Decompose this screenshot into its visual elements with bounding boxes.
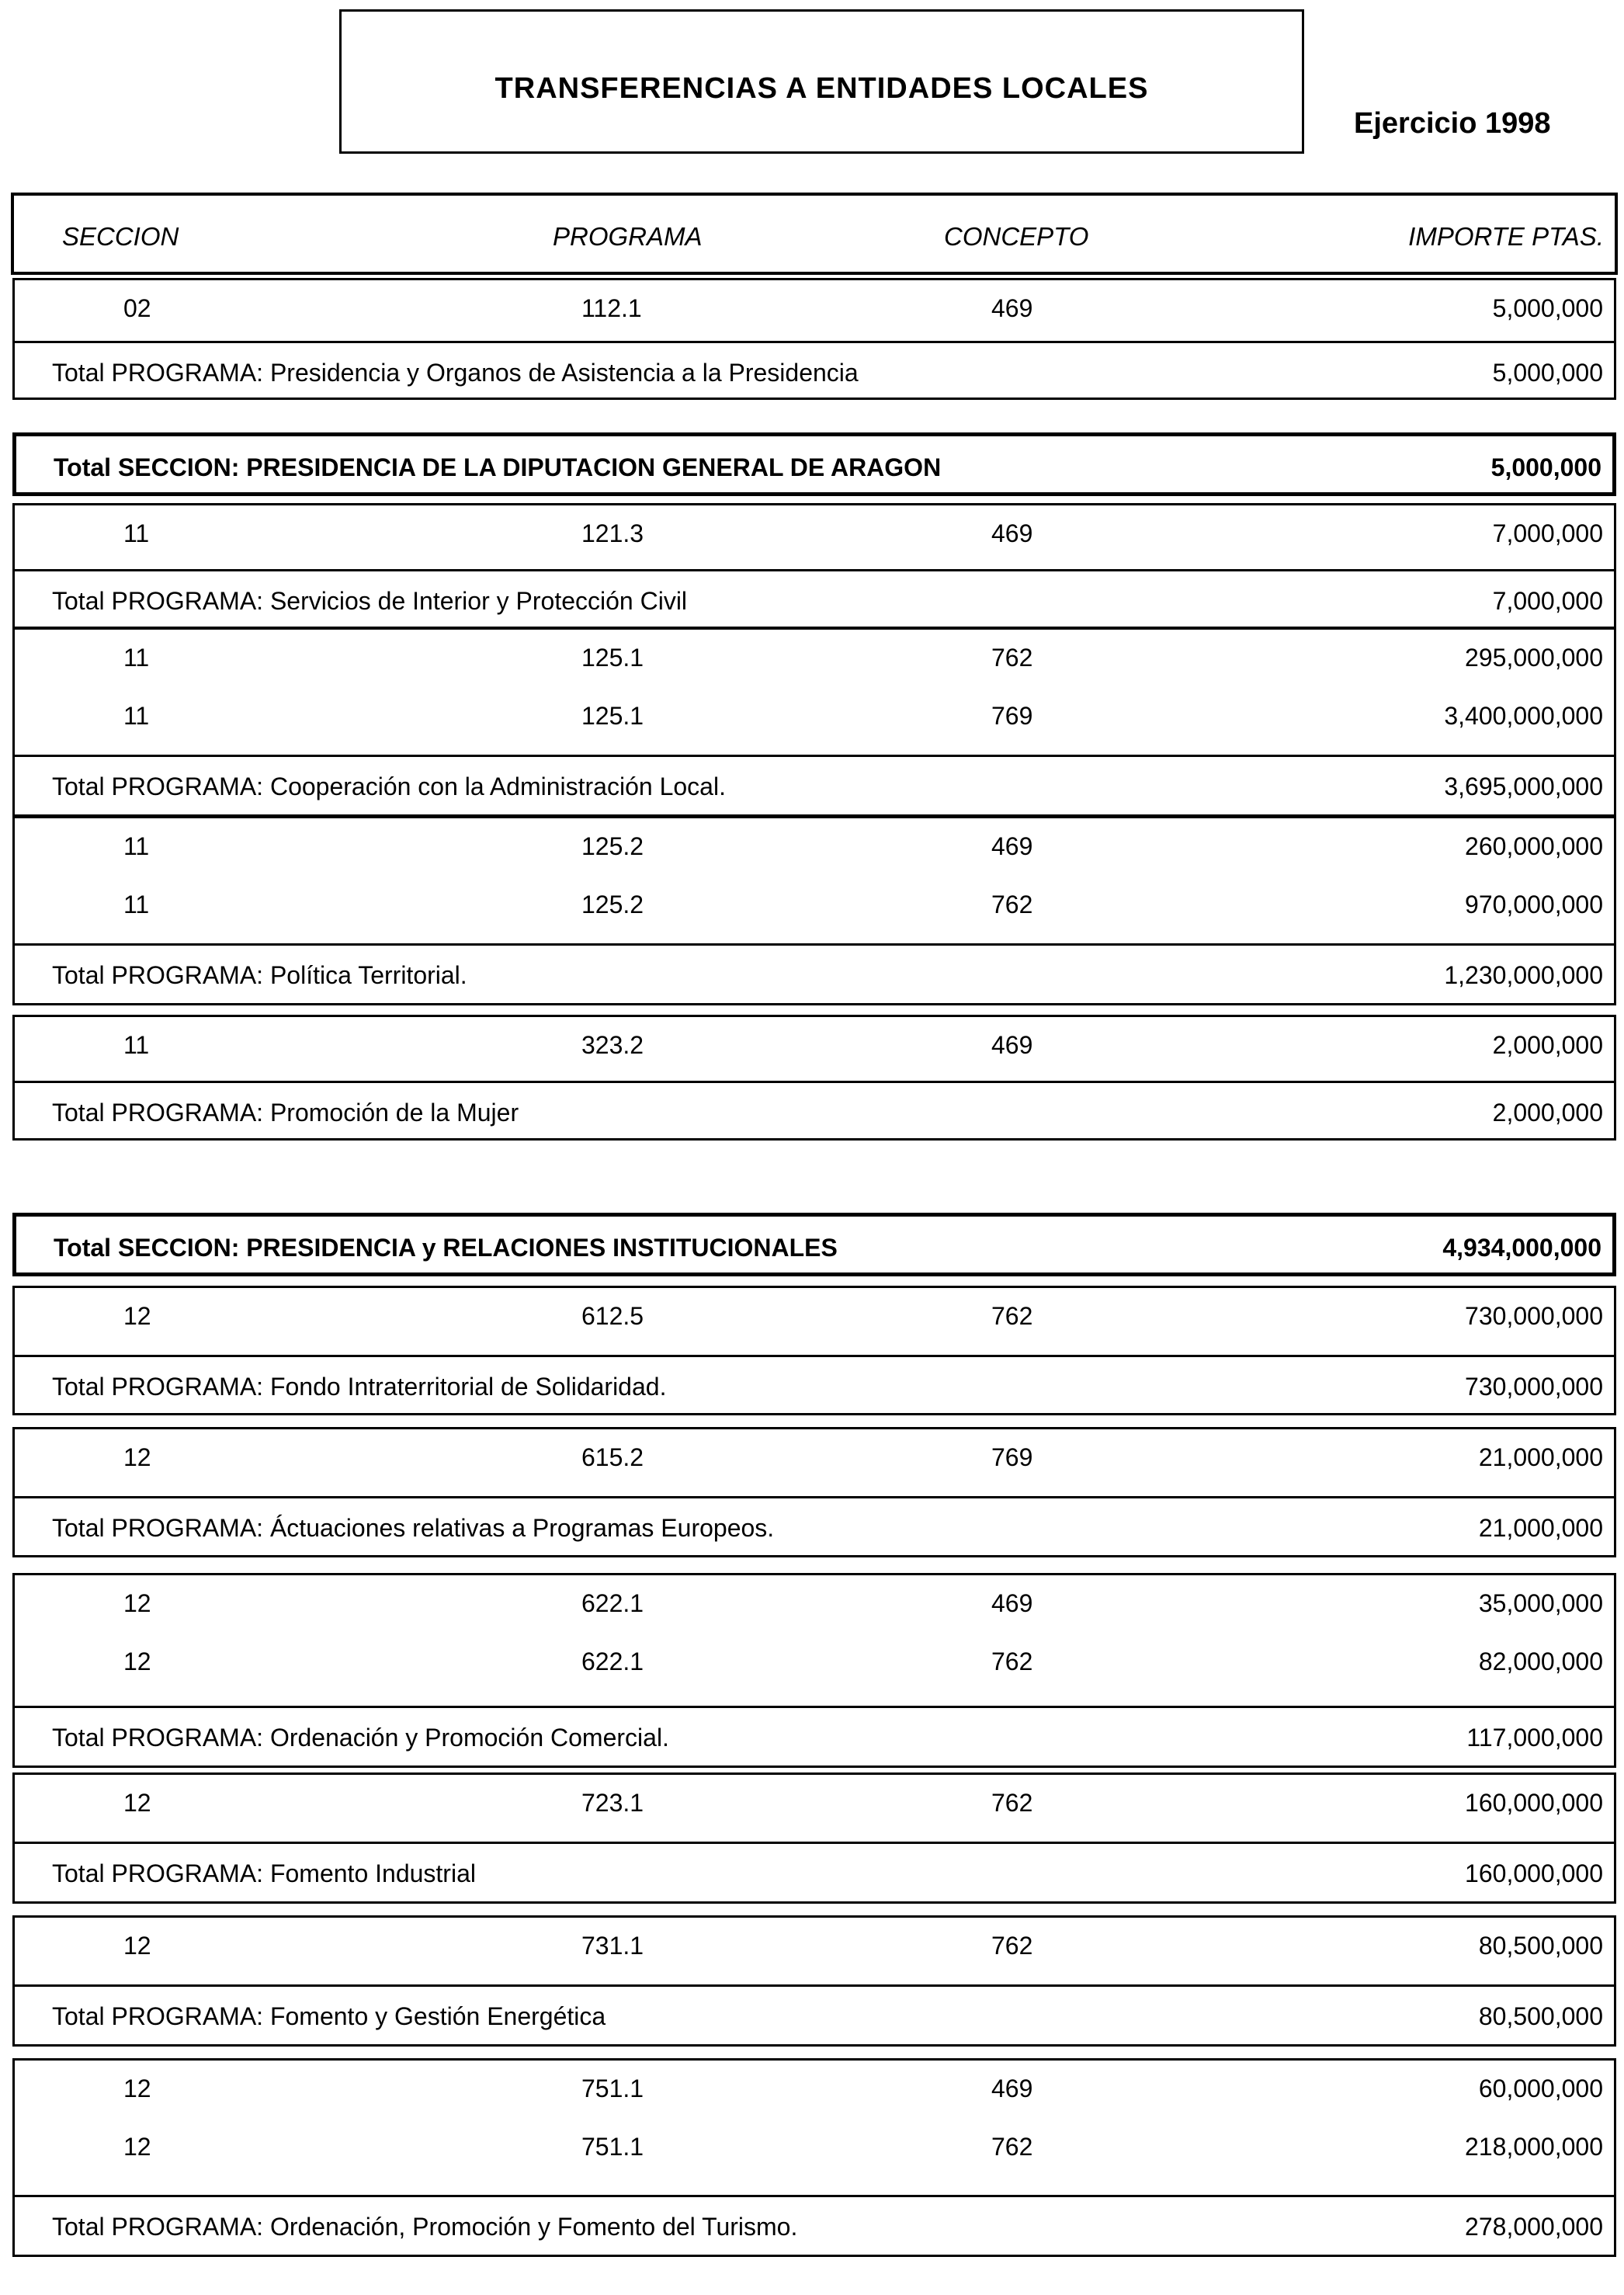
cell-seccion: 11 (123, 519, 150, 547)
cell-importe: 295,000,000 (1465, 644, 1603, 672)
table-row (15, 689, 1614, 743)
cell-concepto: 469 (991, 1031, 1033, 1059)
column-header-row (11, 193, 1618, 275)
cell-importe: 2,000,000 (1492, 1031, 1603, 1059)
program-total-row (15, 1984, 1614, 2046)
table-row (15, 506, 1614, 561)
table-row (15, 2061, 1614, 2116)
cell-concepto: 769 (991, 1443, 1033, 1471)
program-total-amount: 21,000,000 (1478, 1514, 1603, 1542)
program-total-amount: 117,000,000 (1466, 1724, 1603, 1752)
program-total-amount: 2,000,000 (1492, 1099, 1603, 1127)
program-total-label: Total PROGRAMA: Promoción de la Mujer (52, 1099, 519, 1127)
cell-programa: 622.1 (581, 1647, 644, 1675)
cell-programa: 112.1 (581, 294, 642, 322)
cell-seccion: 11 (123, 1031, 150, 1059)
program-total-row (15, 1842, 1614, 1903)
cell-importe: 21,000,000 (1478, 1443, 1603, 1471)
section-total-row (12, 432, 1616, 496)
fiscal-year: Ejercicio 1998 (1354, 107, 1551, 140)
table-row (15, 1576, 1614, 1630)
program-total-label: Total PROGRAMA: Fomento Industrial (52, 1859, 476, 1887)
cell-programa: 731.1 (581, 1932, 644, 1960)
cell-importe: 7,000,000 (1492, 519, 1603, 547)
cell-programa: 323.2 (581, 1031, 644, 1059)
cell-importe: 82,000,000 (1478, 1647, 1603, 1675)
program-group (12, 2058, 1616, 2257)
program-total-row (15, 1081, 1614, 1142)
cell-seccion: 12 (123, 1647, 151, 1675)
cell-seccion: 12 (123, 1932, 151, 1960)
program-total-amount: 80,500,000 (1478, 2002, 1603, 2030)
cell-concepto: 769 (991, 702, 1033, 730)
cell-concepto: 762 (991, 1647, 1033, 1675)
cell-programa: 615.2 (581, 1443, 644, 1471)
section-total-amount: 4,934,000,000 (1442, 1234, 1601, 1262)
table-row (15, 877, 1614, 932)
section-total-row (12, 1213, 1616, 1276)
cell-programa: 125.2 (581, 891, 644, 918)
cell-programa: 125.2 (581, 832, 644, 860)
program-total-row (15, 2195, 1614, 2256)
program-total-amount: 3,695,000,000 (1444, 773, 1603, 800)
program-total-row (15, 1355, 1614, 1416)
cell-importe: 970,000,000 (1465, 891, 1603, 918)
cell-programa: 612.5 (581, 1302, 644, 1330)
page-title: TRANSFERENCIAS A ENTIDADES LOCALES (494, 72, 1149, 105)
program-total-amount: 7,000,000 (1492, 587, 1603, 615)
table-row (15, 630, 1614, 685)
cell-importe: 5,000,000 (1492, 294, 1603, 322)
cell-concepto: 469 (991, 2075, 1033, 2102)
section-total-line (16, 436, 1612, 492)
cell-seccion: 11 (123, 644, 150, 672)
program-total-label: Total PROGRAMA: Ordenación y Promoción Comercial. (52, 1724, 669, 1752)
program-group (12, 1915, 1616, 2047)
program-group (12, 1573, 1616, 1768)
cell-seccion: 12 (123, 1589, 151, 1617)
table-row (15, 1634, 1614, 1689)
table-row (15, 1918, 1614, 1973)
program-group (12, 503, 1616, 629)
table-row (15, 1289, 1614, 1343)
cell-seccion: 11 (123, 832, 150, 860)
program-total-amount: 278,000,000 (1465, 2213, 1603, 2241)
program-total-amount: 1,230,000,000 (1444, 961, 1603, 989)
cell-seccion: 12 (123, 2075, 151, 2102)
table-row (15, 1430, 1614, 1484)
table-row (15, 2120, 1614, 2174)
program-group (12, 816, 1616, 1005)
section-total-amount: 5,000,000 (1490, 453, 1601, 481)
cell-seccion: 12 (123, 1789, 151, 1817)
program-total-row (15, 755, 1614, 816)
program-total-row (15, 943, 1614, 1005)
column-header-concepto: CONCEPTO (944, 222, 1089, 251)
program-total-label: Total PROGRAMA: Cooperación con la Administración Local. (52, 773, 726, 800)
program-total-amount: 730,000,000 (1465, 1373, 1603, 1401)
program-total-label: Total PROGRAMA: Servicios de Interior y Protección Civil (52, 587, 688, 615)
cell-seccion: 11 (123, 891, 150, 918)
cell-concepto: 762 (991, 1302, 1033, 1330)
cell-programa: 751.1 (581, 2133, 644, 2161)
cell-seccion: 12 (123, 1443, 151, 1471)
cell-importe: 730,000,000 (1465, 1302, 1603, 1330)
section-total-label: Total SECCION: PRESIDENCIA DE LA DIPUTACION GENERAL DE ARAGON (54, 453, 942, 481)
program-group (12, 627, 1616, 817)
cell-concepto: 762 (991, 1789, 1033, 1817)
cell-concepto: 469 (991, 1589, 1033, 1617)
program-total-amount: 5,000,000 (1492, 359, 1603, 387)
program-total-row (15, 569, 1614, 630)
cell-importe: 35,000,000 (1478, 1589, 1603, 1617)
cell-programa: 751.1 (581, 2075, 644, 2102)
table-row (15, 1018, 1614, 1072)
cell-programa: 121.3 (581, 519, 644, 547)
cell-concepto: 762 (991, 644, 1033, 672)
cell-programa: 622.1 (581, 1589, 644, 1617)
cell-importe: 60,000,000 (1478, 2075, 1603, 2102)
column-header-importe: IMPORTE PTAS. (1408, 222, 1604, 251)
program-total-amount: 160,000,000 (1465, 1859, 1603, 1887)
program-total-label: Total PROGRAMA: Ordenación, Promoción y Fomento del Turismo. (52, 2213, 798, 2241)
column-header-programa: PROGRAMA (553, 222, 703, 251)
table-row (15, 281, 1614, 335)
cell-concepto: 469 (991, 294, 1033, 322)
cell-seccion: 11 (123, 702, 150, 730)
cell-importe: 3,400,000,000 (1444, 702, 1603, 730)
program-total-label: Total PROGRAMA: Áctuaciones relativas a Programas Europeos. (52, 1514, 775, 1542)
section-total-line (16, 1217, 1612, 1272)
program-group (12, 1286, 1616, 1415)
table-row (15, 819, 1614, 873)
program-group (12, 278, 1616, 400)
cell-importe: 218,000,000 (1465, 2133, 1603, 2161)
program-group (12, 1015, 1616, 1141)
title-box (339, 9, 1304, 154)
cell-seccion: 02 (123, 294, 151, 322)
program-total-label: Total PROGRAMA: Política Territorial. (52, 961, 467, 989)
cell-concepto: 469 (991, 519, 1033, 547)
cell-concepto: 762 (991, 1932, 1033, 1960)
cell-concepto: 762 (991, 2133, 1033, 2161)
cell-concepto: 469 (991, 832, 1033, 860)
program-total-label: Total PROGRAMA: Fomento y Gestión Energética (52, 2002, 606, 2030)
cell-seccion: 12 (123, 2133, 151, 2161)
program-total-label: Total PROGRAMA: Fondo Intraterritorial de Solidaridad. (52, 1373, 667, 1401)
section-total-label: Total SECCION: PRESIDENCIA y RELACIONES INSTITUCIONALES (54, 1234, 838, 1262)
program-total-row (15, 1496, 1614, 1557)
cell-programa: 125.1 (581, 702, 644, 730)
cell-concepto: 762 (991, 891, 1033, 918)
cell-importe: 160,000,000 (1465, 1789, 1603, 1817)
program-total-row (15, 341, 1614, 402)
program-group (12, 1772, 1616, 1904)
cell-importe: 260,000,000 (1465, 832, 1603, 860)
program-total-label: Total PROGRAMA: Presidencia y Organos de Asistencia a la Presidencia (52, 359, 859, 387)
program-total-row (15, 1706, 1614, 1767)
cell-seccion: 12 (123, 1302, 151, 1330)
table-row (15, 1776, 1614, 1830)
column-header-seccion: SECCION (62, 222, 179, 251)
program-group (12, 1427, 1616, 1557)
cell-programa: 125.1 (581, 644, 644, 672)
cell-programa: 723.1 (581, 1789, 644, 1817)
cell-importe: 80,500,000 (1478, 1932, 1603, 1960)
